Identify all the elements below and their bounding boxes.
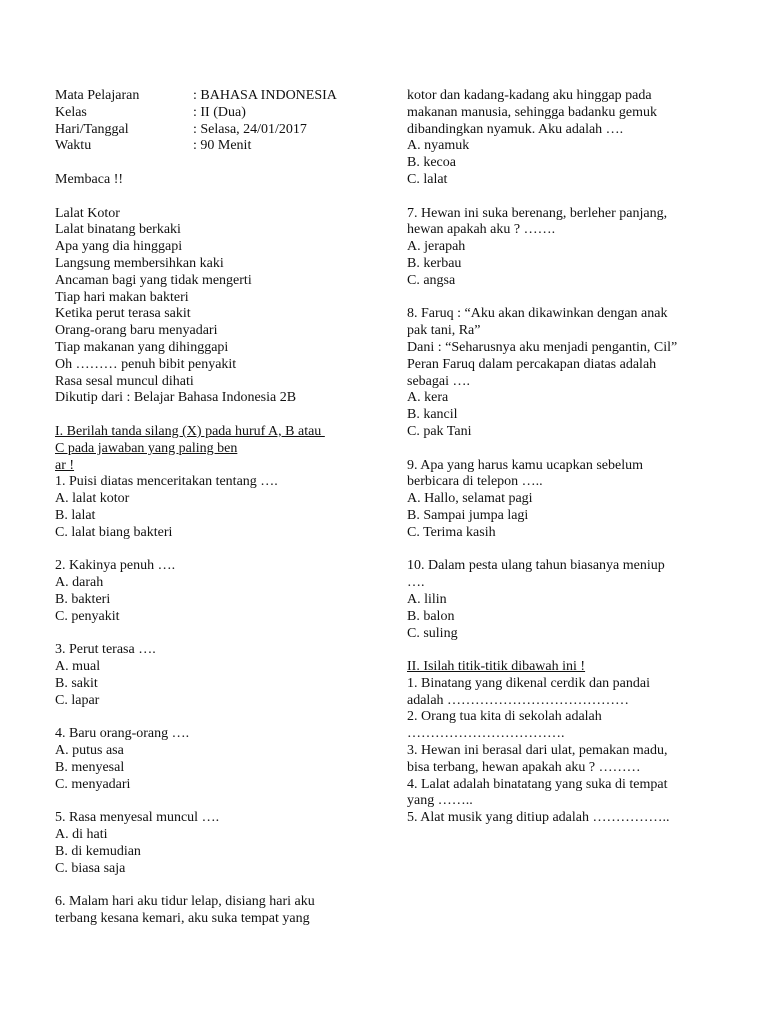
- reading-heading: Membaca !!: [55, 171, 124, 187]
- option-b: B. Sampai jumpa lagi: [407, 507, 529, 523]
- header-row-time: [55, 138, 380, 155]
- header-value: : 90 Menit: [193, 138, 252, 154]
- option-c: C. lalat biang bakteri: [55, 524, 173, 540]
- exam-header: [55, 88, 380, 155]
- question-text: 10. Dalam pesta ulang tahun biasanya meniup: [407, 558, 665, 574]
- question-text: hewan apakah aku ? …….: [407, 222, 556, 238]
- fill-in-line: 3. Hewan ini berasal dari ulat, pemakan madu,: [407, 743, 668, 759]
- instruction-line: I. Berilah tanda silang (X) pada huruf A, B atau: [55, 423, 325, 439]
- fill-in-line: …………………………….: [407, 726, 565, 742]
- option-b: B. kecoa: [407, 155, 456, 171]
- option-c: C. penyakit: [55, 608, 120, 624]
- option-b: B. di kemudian: [55, 843, 141, 859]
- option-c: C. Terima kasih: [407, 524, 496, 540]
- header-value: : Selasa, 24/01/2017: [193, 121, 307, 137]
- option-a: A. jerapah: [407, 239, 466, 255]
- header-row-subject: [55, 88, 380, 105]
- poem-line: Oh ……… penuh bibit penyakit: [55, 356, 237, 372]
- option-b: B. balon: [407, 608, 455, 624]
- option-b: B. menyesal: [55, 759, 125, 775]
- question-text: 2. Kakinya penuh ….: [55, 558, 176, 574]
- option-a: A. lilin: [407, 591, 447, 607]
- question-text: Dani : “Seharusnya aku menjadi pengantin, Cil”: [407, 339, 678, 355]
- section-2-instruction: II. Isilah titik-titik dibawah ini !: [407, 659, 586, 675]
- fill-in-line: adalah …………………………………: [407, 692, 630, 708]
- option-a: A. di hati: [55, 827, 108, 843]
- fill-in-line: 5. Alat musik yang ditiup adalah ……………..: [407, 810, 670, 826]
- option-b: B. kancil: [407, 407, 458, 423]
- header-label: Mata Pelajaran: [55, 88, 140, 103]
- question-text: makanan manusia, sehingga badanku gemuk: [407, 104, 657, 120]
- option-b: B. kerbau: [407, 255, 462, 271]
- option-c: C. lalat: [407, 171, 448, 187]
- fill-in-line: 1. Binatang yang dikenal cerdik dan pandai: [407, 675, 650, 691]
- option-b: B. bakteri: [55, 591, 111, 607]
- poem-line: Orang-orang baru menyadari: [55, 323, 218, 339]
- poem-line: Ancaman bagi yang tidak mengerti: [55, 272, 252, 288]
- question-text: 5. Rasa menyesal muncul ….: [55, 810, 220, 826]
- question-text: kotor dan kadang-kadang aku hinggap pada: [407, 88, 652, 103]
- question-text: dibandingkan nyamuk. Aku adalah ….: [407, 121, 624, 137]
- poem-title: Lalat Kotor: [55, 205, 120, 221]
- option-b: B. sakit: [55, 675, 98, 691]
- question-10: [407, 558, 727, 642]
- poem-line: Lalat binatang berkaki: [55, 222, 181, 238]
- question-text: terbang kesana kemari, aku suka tempat yang: [55, 911, 310, 927]
- option-c: C. menyadari: [55, 776, 131, 792]
- poem: [55, 206, 380, 408]
- section-1-instruction: [55, 424, 380, 474]
- question-9: [407, 458, 727, 542]
- fill-in-line: bisa terbang, hewan apakah aku ? ………: [407, 759, 641, 775]
- option-a: A. nyamuk: [407, 138, 470, 154]
- instruction-line: C pada jawaban yang paling ben: [55, 440, 238, 456]
- question-1: [55, 474, 380, 541]
- question-text: 7. Hewan ini suka berenang, berleher panjang,: [407, 205, 668, 221]
- option-c: C. angsa: [407, 272, 456, 288]
- option-a: A. putus asa: [55, 743, 124, 759]
- question-text: berbicara di telepon …..: [407, 474, 543, 490]
- poem-line: Tiap hari makan bakteri: [55, 289, 189, 305]
- question-text: 8. Faruq : “Aku akan dikawinkan dengan anak: [407, 306, 668, 322]
- poem-line: Tiap makanan yang dihinggapi: [55, 339, 229, 355]
- question-6-start: [55, 894, 380, 928]
- question-2: [55, 558, 380, 625]
- poem-line: Rasa sesal muncul dihati: [55, 373, 194, 389]
- question-text: 6. Malam hari aku tidur lelap, disiang hari aku: [55, 894, 315, 910]
- poem-line: Ketika perut terasa sakit: [55, 306, 191, 322]
- option-b: B. lalat: [55, 507, 96, 523]
- question-text: sebagai ….: [407, 373, 470, 389]
- left-column: [55, 88, 380, 928]
- question-text: Peran Faruq dalam percakapan diatas adalah: [407, 356, 657, 372]
- instruction-line: ar !: [55, 457, 75, 473]
- question-text: 3. Perut terasa ….: [55, 642, 156, 658]
- header-row-date: [55, 122, 380, 139]
- question-6-continued: [407, 88, 727, 189]
- question-text: 4. Baru orang-orang ….: [55, 726, 190, 742]
- option-c: C. lapar: [55, 692, 100, 708]
- header-row-class: [55, 105, 380, 122]
- fill-in-line: yang ……..: [407, 793, 473, 809]
- header-label: Hari/Tanggal: [55, 121, 129, 137]
- question-8: [407, 306, 727, 440]
- option-a: A. kera: [407, 390, 449, 406]
- section-2: [407, 659, 727, 827]
- header-label: Waktu: [55, 138, 92, 154]
- question-text: pak tani, Ra”: [407, 323, 481, 339]
- header-value: : BAHASA INDONESIA: [193, 88, 337, 103]
- fill-in-line: 4. Lalat adalah binatatang yang suka di tempat: [407, 776, 668, 792]
- option-c: C. pak Tani: [407, 423, 472, 439]
- poem-source: Dikutip dari : Belajar Bahasa Indonesia 2B: [55, 390, 297, 406]
- option-c: C. biasa saja: [55, 860, 126, 876]
- fill-in-line: 2. Orang tua kita di sekolah adalah: [407, 709, 602, 725]
- right-column: [407, 88, 727, 827]
- question-3: [55, 642, 380, 709]
- question-7: [407, 206, 727, 290]
- poem-line: Apa yang dia hinggapi: [55, 239, 183, 255]
- poem-line: Langsung membersihkan kaki: [55, 255, 224, 271]
- header-label: Kelas: [55, 104, 87, 120]
- option-a: A. lalat kotor: [55, 491, 130, 507]
- header-value: : II (Dua): [193, 104, 246, 120]
- option-c: C. suling: [407, 625, 458, 641]
- question-4: [55, 726, 380, 793]
- question-text: ….: [407, 575, 425, 591]
- option-a: A. darah: [55, 575, 104, 591]
- option-a: A. Hallo, selamat pagi: [407, 491, 533, 507]
- question-5: [55, 810, 380, 877]
- question-text: 1. Puisi diatas menceritakan tentang ….: [55, 474, 278, 490]
- option-a: A. mual: [55, 659, 101, 675]
- question-text: 9. Apa yang harus kamu ucapkan sebelum: [407, 457, 643, 473]
